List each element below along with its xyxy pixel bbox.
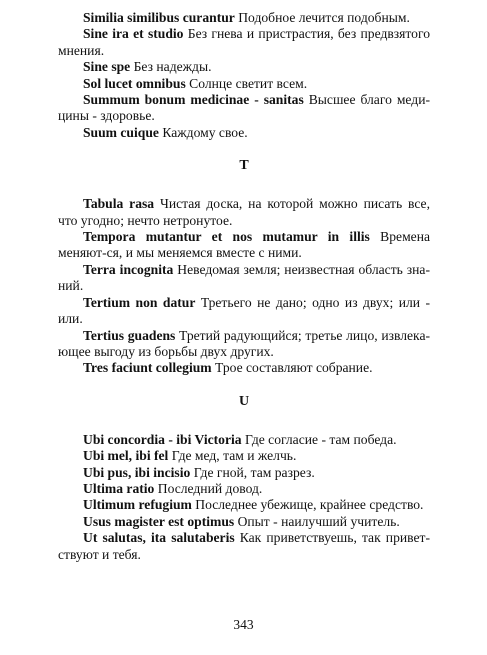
latin-term: Tabula rasa — [83, 196, 155, 212]
translation: Где гной, там разрез. — [193, 464, 315, 480]
latin-term: Terra incognita — [83, 261, 174, 277]
section-letter-heading: U — [238, 393, 250, 409]
translation: Каждому свое. — [162, 124, 248, 140]
translation: Без надежды. — [133, 59, 212, 75]
dictionary-entry — [58, 481, 430, 497]
dictionary-entry — [58, 59, 430, 75]
translation: Чистая доска, на которой можно писать все, что угодно; нечто нетронутое. — [58, 196, 430, 228]
latin-term: Usus magister est optimus — [83, 513, 235, 529]
translation: Неведомая земля; неизвестная область зна-ний. — [58, 261, 430, 294]
translation: Последнее убежище, крайнее средство. — [195, 497, 424, 513]
section-u — [58, 394, 430, 563]
translation: Последний довод. — [157, 480, 263, 496]
translation: Третьего не дано; одно из двух; или - или. — [58, 294, 430, 327]
translation: Третий радующийся; третье лицо, извлека-ющее выгоду из борьбы двух других. — [58, 327, 431, 359]
translation: Времена меняют-ся, и мы меняемся вместе с ними. — [58, 229, 431, 261]
section-letter-heading: T — [239, 158, 249, 174]
dictionary-entry — [58, 262, 430, 295]
translation: Где мед, там и желчь. — [171, 448, 297, 464]
translation: Подобное лечится подобным. — [238, 10, 410, 25]
dictionary-entry — [58, 328, 430, 361]
latin-term: Summum bonum medicinae - sanitas — [83, 92, 304, 108]
section-s — [58, 10, 430, 141]
latin-term: Suum cuique — [83, 124, 159, 140]
translation: Опыт - наилучший учитель. — [237, 513, 400, 529]
page-number: 343 — [233, 617, 254, 632]
dictionary-entry — [58, 92, 430, 125]
latin-term: Ultimum refugium — [83, 497, 192, 513]
latin-term: Ultima ratio — [83, 480, 155, 496]
dictionary-entry — [58, 229, 430, 262]
translation: Где согласие - там победа. — [245, 431, 397, 447]
translation: Высшее благо меди-цины - здоровье. — [58, 92, 431, 124]
latin-term: Ut salutas, ita salutaberis — [83, 530, 235, 546]
translation: Солнце светит всем. — [189, 75, 308, 91]
dictionary-page — [58, 10, 430, 563]
latin-term: Tertium non datur — [83, 294, 196, 310]
latin-term: Ubi mel, ibi fel — [83, 448, 169, 464]
latin-term: Sine ira et studio — [83, 26, 184, 42]
latin-term: Sol lucet omnibus — [83, 75, 186, 91]
latin-term: Sine spe — [83, 59, 131, 75]
latin-term: Tres faciunt collegium — [83, 360, 212, 376]
dictionary-entry — [58, 514, 430, 530]
latin-term: Tempora mutantur et nos mutamur in illis — [83, 229, 370, 245]
dictionary-entry — [58, 10, 430, 26]
latin-term: Ubi pus, ibi incisio — [83, 464, 191, 480]
latin-term: Tertius guadens — [83, 327, 176, 343]
dictionary-entry — [58, 26, 430, 59]
dictionary-entry — [58, 465, 430, 481]
dictionary-entry — [58, 295, 430, 328]
latin-term: Similia similibus curantur — [83, 10, 235, 25]
translation: Без гнева и пристрастия, без предвзятого мнения. — [58, 26, 430, 58]
dictionary-entry — [58, 432, 430, 448]
latin-term: Ubi concordia - ibi Victoria — [83, 431, 242, 447]
dictionary-entry — [58, 360, 430, 376]
dictionary-entry — [58, 125, 430, 141]
translation: Трое составляют собрание. — [215, 360, 373, 376]
section-t — [58, 158, 430, 376]
dictionary-entry — [58, 530, 430, 563]
dictionary-entry — [58, 76, 430, 92]
dictionary-entry — [58, 196, 430, 229]
dictionary-entry — [58, 448, 430, 464]
dictionary-entry — [58, 497, 430, 513]
translation: Как приветствуешь, так привет-ствуют и тебя. — [58, 530, 430, 562]
